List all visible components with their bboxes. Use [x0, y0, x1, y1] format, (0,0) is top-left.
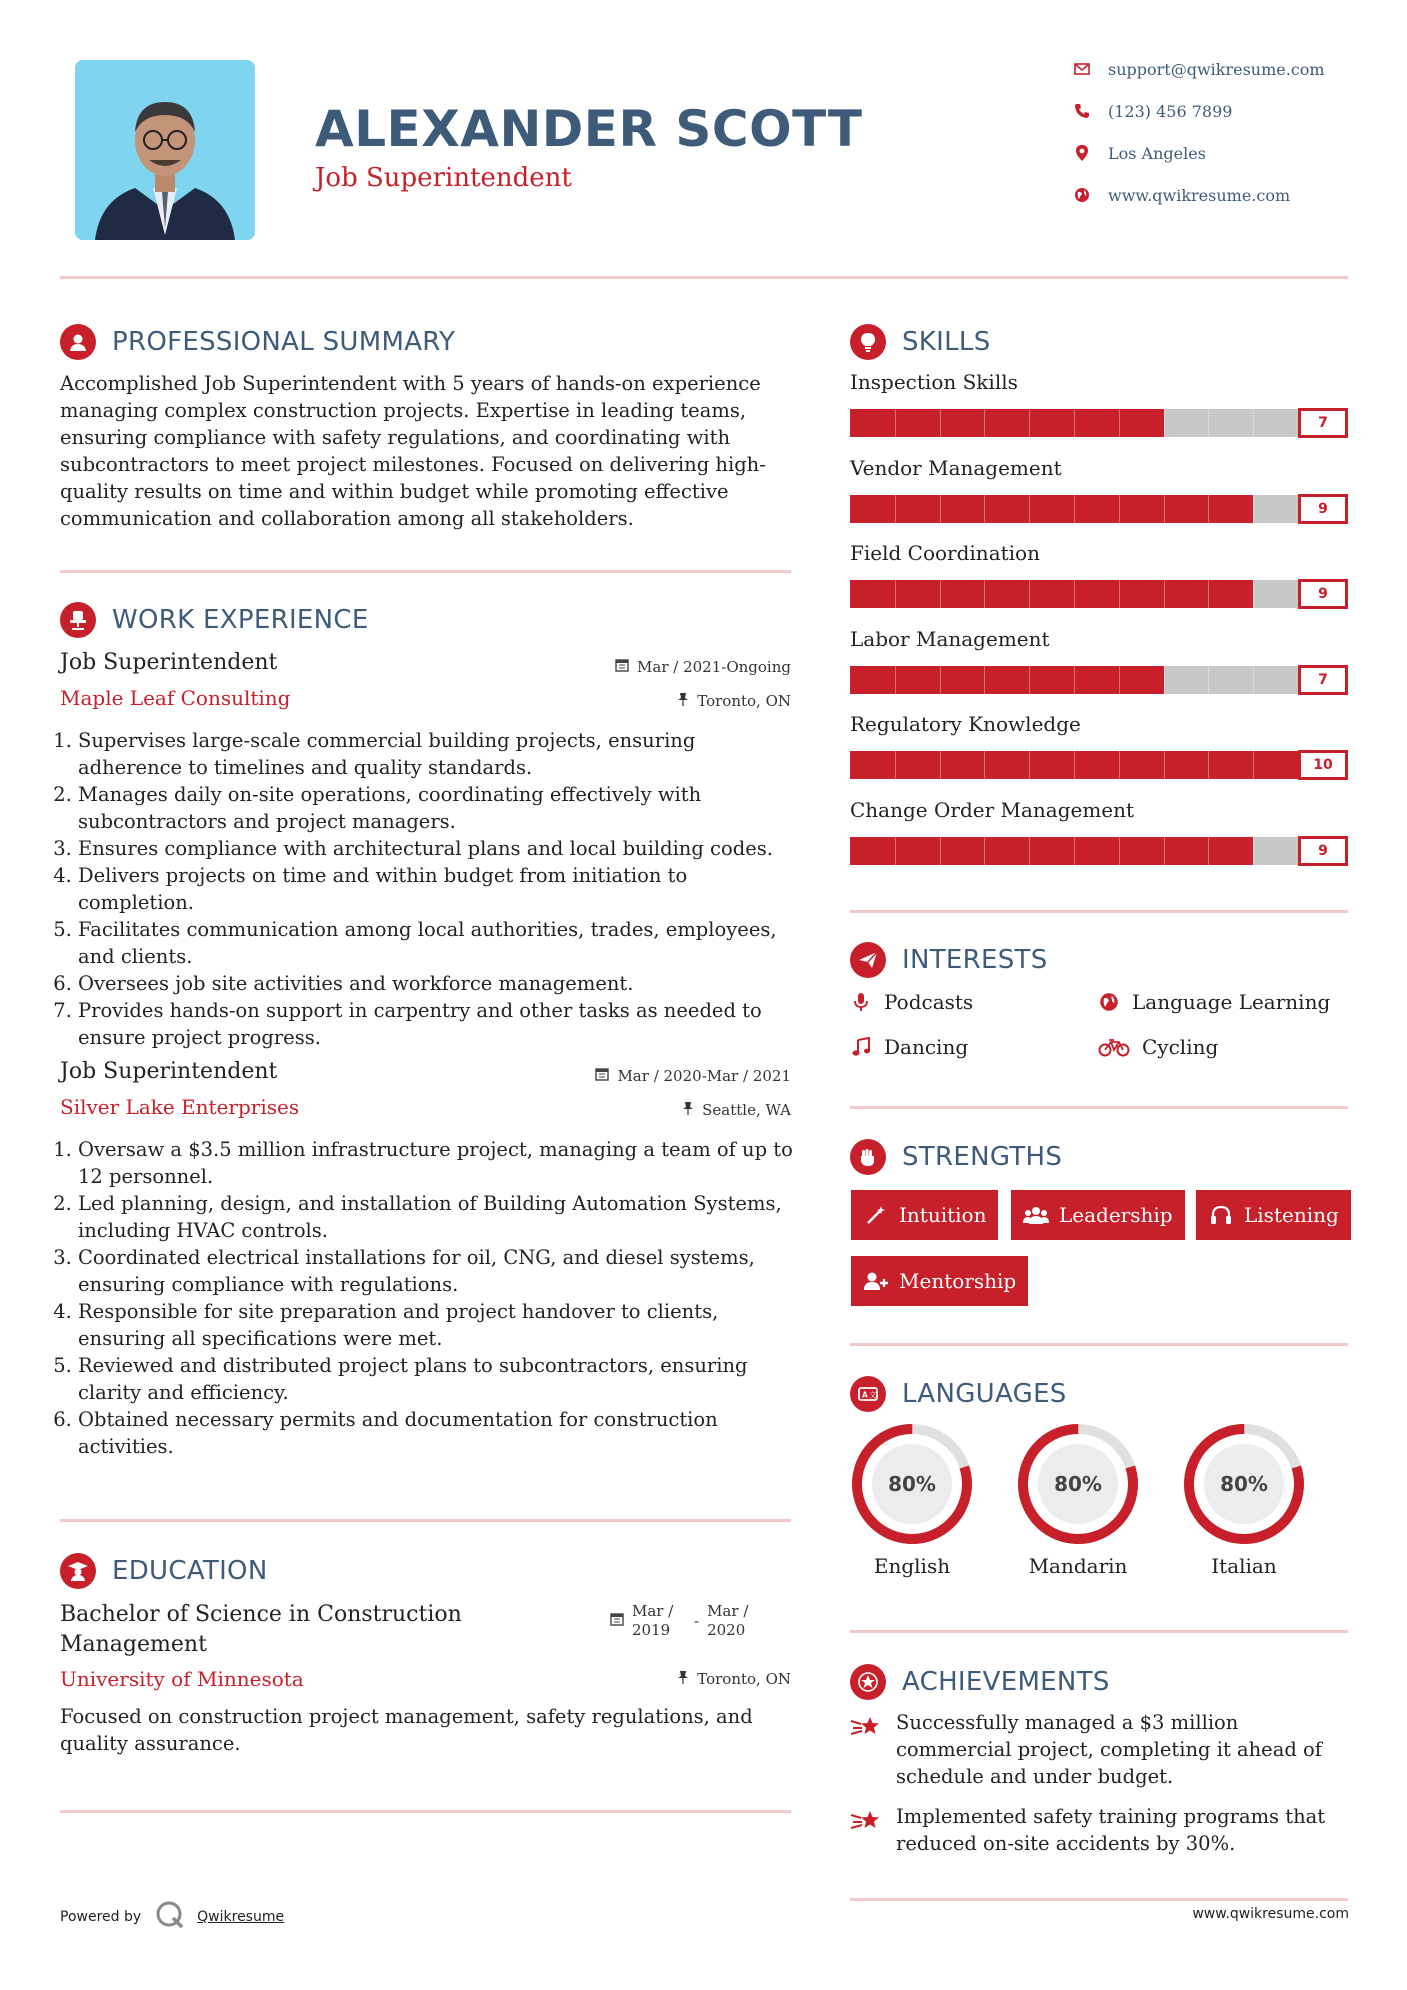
- skill-segment-divider: [1029, 409, 1030, 437]
- skill-fill: [850, 580, 1253, 608]
- skill-segment-divider: [1119, 580, 1120, 608]
- skill-segment-divider: [1074, 409, 1075, 437]
- section-interests-header: INTERESTS: [850, 940, 1048, 980]
- contact-location: Los Angeles: [1072, 141, 1372, 165]
- skill-segment-divider: [1119, 495, 1120, 523]
- list-item: 5. Facilitates communication among local authorities, trades, employees, and clients.: [78, 916, 798, 970]
- list-item: 4. Delivers projects on time and within budget from initiation to completion.: [78, 862, 798, 916]
- skill-segment-divider: [984, 495, 985, 523]
- section-languages-header: A 文 LANGUAGES: [850, 1374, 1067, 1414]
- skill-segment-divider: [984, 837, 985, 865]
- strength-chip-listening: Listening: [1196, 1190, 1351, 1240]
- star-badge-icon: [850, 1664, 886, 1700]
- languages-list: [850, 1422, 1306, 1578]
- skill-bar: [850, 750, 1348, 780]
- skill-segment-divider: [1074, 666, 1075, 694]
- skill-segment-divider: [1029, 580, 1030, 608]
- skill-segment-divider: [1208, 495, 1209, 523]
- bicycle-icon: [1098, 1036, 1130, 1058]
- skill-track: [850, 751, 1298, 779]
- candidate-name: ALEXANDER SCOTT: [315, 100, 863, 158]
- magic-wand-icon: [863, 1202, 889, 1228]
- list-item: 6. Obtained necessary permits and documentation for construction activities.: [78, 1406, 798, 1460]
- education-location: Toronto, ON: [500, 1670, 791, 1688]
- skill-segment-divider: [895, 666, 896, 694]
- skill-segment-divider: [1164, 666, 1165, 694]
- achievement-item: Successfully managed a $3 million commercial project, completing it ahead of schedule and under budget.: [850, 1709, 1348, 1790]
- skill-segment-divider: [1208, 837, 1209, 865]
- skill-name: Inspection Skills: [850, 370, 1018, 394]
- user-plus-icon: [863, 1268, 889, 1294]
- job-dates: Mar / 2021-Ongoing: [500, 658, 791, 676]
- skill-item: [850, 541, 1348, 627]
- skill-segment-divider: [940, 666, 941, 694]
- paper-plane-icon: [850, 942, 886, 978]
- skills-list: [850, 370, 1348, 874]
- skill-segment-divider: [940, 837, 941, 865]
- education-dates: Mar / 2019 - Mar / 2020: [610, 1602, 748, 1640]
- contact-website[interactable]: www.qwikresume.com: [1072, 183, 1372, 207]
- microphone-icon: [850, 991, 872, 1013]
- headphones-icon: [1208, 1202, 1234, 1228]
- skill-item: [850, 370, 1348, 456]
- interest-item: Podcasts: [850, 987, 973, 1017]
- skill-segment-divider: [1253, 580, 1254, 608]
- skill-level-label: 9: [1298, 836, 1348, 866]
- skill-name: Field Coordination: [850, 541, 1040, 565]
- skill-level-label: 9: [1298, 494, 1348, 524]
- footer-powered-by: Powered by Qwikresume: [60, 1900, 284, 1934]
- fist-icon: [850, 1139, 886, 1175]
- list-item: 5. Reviewed and distributed project plans to subcontractors, ensuring clarity and efficiency.: [78, 1352, 798, 1406]
- section-education-header: EDUCATION: [60, 1551, 268, 1591]
- skill-segment-divider: [1119, 666, 1120, 694]
- skill-segment-divider: [1253, 837, 1254, 865]
- language-percent: 80%: [1220, 1472, 1268, 1496]
- skill-segment-divider: [1253, 409, 1254, 437]
- job-title: Job Superintendent: [60, 650, 278, 675]
- skill-segment-divider: [1208, 751, 1209, 779]
- job-dates: Mar / 2020-Mar / 2021: [500, 1067, 791, 1085]
- skill-segment-divider: [1164, 751, 1165, 779]
- shooting-star-icon: [850, 1709, 882, 1790]
- skill-fill: [850, 409, 1164, 437]
- language-icon: [850, 1376, 886, 1412]
- interest-item: Cycling: [1098, 1032, 1218, 1062]
- pushpin-icon: [677, 1670, 689, 1688]
- svg-text:A: A: [862, 1390, 868, 1400]
- skill-fill: [850, 666, 1164, 694]
- language-donut: [1016, 1422, 1140, 1546]
- skill-item: [850, 798, 1348, 874]
- skill-level-label: 7: [1298, 408, 1348, 438]
- skill-segment-divider: [940, 580, 941, 608]
- strength-chip-mentorship: Mentorship: [851, 1256, 1028, 1306]
- skill-item: [850, 712, 1348, 798]
- experience-divider: [60, 1519, 791, 1522]
- list-item: 1. Oversaw a $3.5 million infrastructure project, managing a team of up to 12 personnel.: [78, 1136, 798, 1190]
- skill-segment-divider: [984, 666, 985, 694]
- language-name: Italian: [1211, 1554, 1277, 1578]
- language-percent: 80%: [888, 1472, 936, 1496]
- skill-name: Regulatory Knowledge: [850, 712, 1081, 736]
- skill-segment-divider: [1253, 495, 1254, 523]
- education-divider: [60, 1810, 791, 1813]
- skill-level-label: 7: [1298, 665, 1348, 695]
- skill-segment-divider: [1029, 837, 1030, 865]
- contact-email[interactable]: support@qwikresume.com: [1072, 57, 1372, 81]
- calendar-icon: [615, 658, 629, 676]
- user-icon: [60, 324, 96, 360]
- language-percent: 80%: [1054, 1472, 1102, 1496]
- skill-bar: [850, 494, 1348, 524]
- skill-segment-divider: [1164, 580, 1165, 608]
- language-name: English: [873, 1554, 951, 1578]
- header-divider: [60, 276, 1348, 279]
- skill-fill: [850, 837, 1253, 865]
- skill-segment-divider: [1074, 837, 1075, 865]
- office-chair-icon: [60, 602, 96, 638]
- skill-bar: [850, 665, 1348, 695]
- language-item: [1016, 1422, 1140, 1578]
- skill-segment-divider: [1029, 495, 1030, 523]
- skill-segment-divider: [1119, 751, 1120, 779]
- language-item: [1182, 1422, 1306, 1578]
- calendar-icon: [595, 1067, 609, 1085]
- skills-divider: [850, 910, 1348, 913]
- skill-segment-divider: [895, 409, 896, 437]
- section-strengths-header: STRENGTHS: [850, 1137, 1062, 1177]
- calendar-icon: [610, 1602, 624, 1640]
- list-item: 2. Led planning, design, and installation of Building Automation Systems, including HVAC controls.: [78, 1190, 798, 1244]
- envelope-icon: [1072, 59, 1092, 79]
- list-item: 4. Responsible for site preparation and project handover to clients, ensuring all specifications were met.: [78, 1298, 798, 1352]
- languages-divider: [850, 1630, 1348, 1633]
- skill-segment-divider: [1164, 409, 1165, 437]
- skill-segment-divider: [895, 751, 896, 779]
- qwikresume-logo-icon: [155, 1900, 185, 1934]
- section-achievements-header: ACHIEVEMENTS: [850, 1662, 1110, 1702]
- skill-segment-divider: [1029, 666, 1030, 694]
- skill-level-label: 10: [1298, 750, 1348, 780]
- summary-divider: [60, 570, 791, 573]
- pushpin-icon: [682, 1101, 694, 1119]
- skill-bar: [850, 579, 1348, 609]
- map-pin-icon: [1072, 143, 1092, 163]
- section-skills-header: SKILLS: [850, 322, 991, 362]
- strengths-divider: [850, 1343, 1348, 1346]
- skill-segment-divider: [984, 580, 985, 608]
- education-description: Focused on construction project management, safety regulations, and quality assurance.: [60, 1705, 753, 1755]
- skill-bar: [850, 836, 1348, 866]
- skill-segment-divider: [895, 495, 896, 523]
- skill-segment-divider: [1074, 495, 1075, 523]
- summary-text: Accomplished Job Superintendent with 5 years of hands-on experience managing complex construction projects. Expertise in leading teams, ensuring compliance with safety regulations, and coordinating with subcontractors to meet project milestones. Focused on delivering high-quality results on time and within budget while promoting effective communication and collaboration among all stakeholders.: [60, 372, 766, 530]
- skill-item: [850, 456, 1348, 542]
- degree-title: Bachelor of Science in Construction Management: [60, 1602, 462, 1657]
- skill-name: Vendor Management: [850, 455, 1062, 480]
- qwikresume-link[interactable]: Qwikresume: [197, 1909, 285, 1925]
- list-item: 1. Supervises large-scale commercial building projects, ensuring adherence to timelines and quality standards.: [78, 727, 798, 781]
- skill-segment-divider: [1074, 580, 1075, 608]
- skill-segment-divider: [940, 495, 941, 523]
- language-donut: [1182, 1422, 1306, 1546]
- skill-track: [850, 580, 1298, 608]
- job-company: Silver Lake Enterprises: [60, 1095, 300, 1119]
- skill-bar: [850, 408, 1348, 438]
- skill-track: [850, 495, 1298, 523]
- skill-segment-divider: [940, 751, 941, 779]
- skill-segment-divider: [984, 751, 985, 779]
- job-company: Maple Leaf Consulting: [60, 686, 291, 710]
- job-responsibilities: [58, 727, 798, 1051]
- shooting-star-icon: [850, 1803, 882, 1857]
- skill-track: [850, 666, 1298, 694]
- pushpin-icon: [677, 692, 689, 710]
- achievements-divider: [850, 1898, 1348, 1901]
- language-name: Mandarin: [1028, 1554, 1128, 1578]
- skill-item: [850, 627, 1348, 713]
- skill-segment-divider: [1164, 495, 1165, 523]
- school-name: University of Minnesota: [60, 1667, 304, 1691]
- language-item: [850, 1422, 974, 1578]
- section-summary-header: PROFESSIONAL SUMMARY: [60, 322, 455, 362]
- list-item: 6. Oversees job site activities and workforce management.: [78, 970, 798, 997]
- job-title: Job Superintendent: [60, 1059, 278, 1084]
- job-responsibilities: [58, 1136, 798, 1460]
- skill-level-label: 9: [1298, 579, 1348, 609]
- profile-photo: [75, 60, 255, 240]
- strength-chip-leadership: Leadership: [1011, 1190, 1185, 1240]
- graduate-icon: [60, 1553, 96, 1589]
- skill-segment-divider: [940, 409, 941, 437]
- interests-divider: [850, 1106, 1348, 1109]
- skill-segment-divider: [1074, 751, 1075, 779]
- music-note-icon: [850, 1036, 872, 1058]
- skill-segment-divider: [1208, 580, 1209, 608]
- lightbulb-icon: [850, 324, 886, 360]
- skill-segment-divider: [1029, 751, 1030, 779]
- skill-segment-divider: [1253, 751, 1254, 779]
- interest-item: Dancing: [850, 1032, 968, 1062]
- job-location: Toronto, ON: [500, 692, 791, 710]
- job-location: Seattle, WA: [500, 1101, 791, 1119]
- skill-segment-divider: [1208, 666, 1209, 694]
- globe-icon: [1072, 185, 1092, 205]
- footer-website[interactable]: www.qwikresume.com: [1192, 1906, 1349, 1922]
- skill-segment-divider: [1164, 837, 1165, 865]
- skill-track: [850, 409, 1298, 437]
- candidate-role: Job Superintendent: [315, 163, 572, 193]
- strength-chip-intuition: Intuition: [851, 1190, 998, 1240]
- skill-segment-divider: [895, 837, 896, 865]
- svg-text:文: 文: [869, 1390, 877, 1400]
- skill-segment-divider: [1208, 409, 1209, 437]
- list-item: 3. Ensures compliance with architectural plans and local building codes.: [78, 835, 798, 862]
- skill-segment-divider: [1119, 837, 1120, 865]
- skill-segment-divider: [895, 580, 896, 608]
- phone-icon: [1072, 101, 1092, 121]
- contact-phone[interactable]: (123) 456 7899: [1072, 99, 1372, 123]
- skill-segment-divider: [984, 409, 985, 437]
- interest-item: Language Learning: [1098, 987, 1330, 1017]
- list-item: 3. Coordinated electrical installations for oil, CNG, and diesel systems, ensuring compliance with regulations.: [78, 1244, 798, 1298]
- skill-name: Labor Management: [850, 626, 1050, 651]
- language-donut: [850, 1422, 974, 1546]
- users-icon: [1023, 1202, 1049, 1228]
- list-item: 2. Manages daily on-site operations, coordinating effectively with subcontractors and project managers.: [78, 781, 798, 835]
- skill-segment-divider: [1253, 666, 1254, 694]
- list-item: 7. Provides hands-on support in carpentry and other tasks as needed to ensure project progress.: [78, 997, 798, 1051]
- skill-segment-divider: [1119, 409, 1120, 437]
- section-experience-header: WORK EXPERIENCE: [60, 600, 369, 640]
- skill-fill: [850, 495, 1253, 523]
- globe-icon: [1098, 991, 1120, 1013]
- skill-name: Change Order Management: [850, 797, 1135, 822]
- skill-track: [850, 837, 1298, 865]
- achievement-item: Implemented safety training programs that reduced on-site accidents by 30%.: [850, 1803, 1348, 1857]
